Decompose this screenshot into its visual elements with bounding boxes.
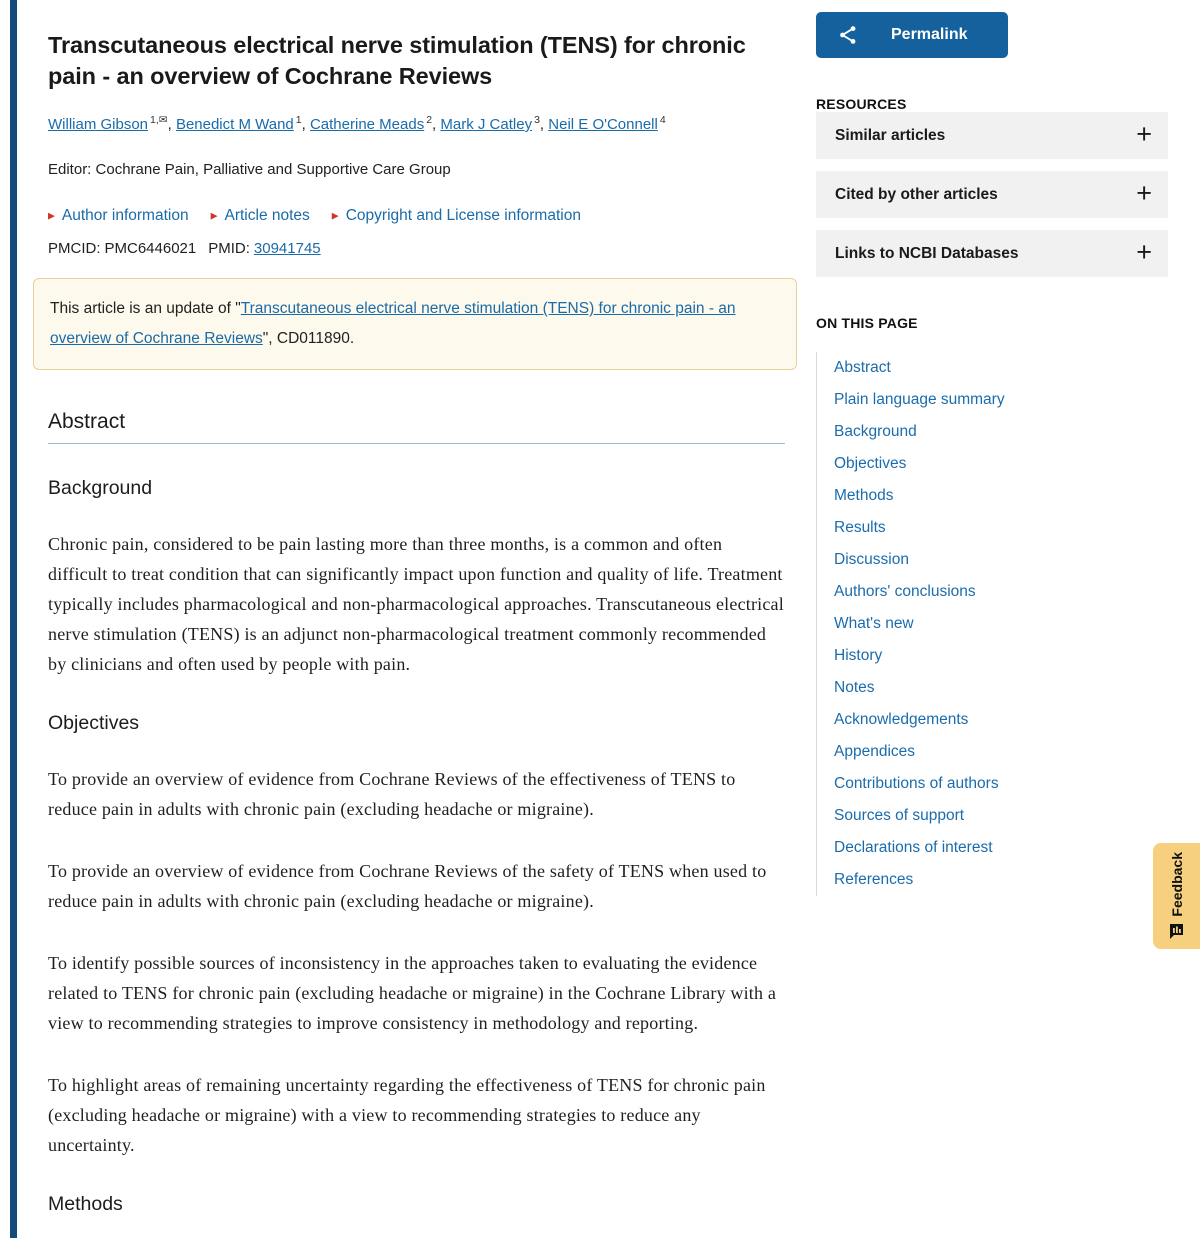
- toc-link-notes[interactable]: Notes: [834, 679, 875, 696]
- feedback-label: Feedback: [1168, 851, 1185, 917]
- page-accent-bar: [10, 0, 17, 1238]
- copyright-license-link[interactable]: [332, 207, 581, 225]
- toc-item: [817, 512, 1168, 544]
- plus-icon: +: [1136, 119, 1152, 149]
- author-separator: ,: [539, 116, 549, 133]
- article-notes-label: Article notes: [224, 207, 310, 224]
- author-affiliation-sup: 2: [426, 114, 433, 126]
- toc-item: [817, 704, 1168, 736]
- author-affiliation-sup: 4: [659, 114, 666, 126]
- toc-item: [817, 480, 1168, 512]
- author-separator: ,: [432, 116, 441, 133]
- toc-link-acknowledgements[interactable]: Acknowledgements: [834, 711, 969, 728]
- article-sidebar: [816, 0, 1168, 896]
- pmid-label: PMID:: [208, 240, 250, 257]
- author-affiliation-sup: 1: [295, 114, 302, 126]
- permalink-button[interactable]: [816, 12, 1008, 58]
- toc-link-background[interactable]: Background: [834, 423, 917, 440]
- accordion-cited-by[interactable]: [816, 171, 1168, 218]
- objectives-paragraph: To highlight areas of remaining uncertainty regarding the effectiveness of TENS for chronic pain (excluding headache or migraine) with a view to recommending strategies to reduce any uncertainty.: [48, 1075, 766, 1155]
- toc-link-sources-of-support[interactable]: Sources of support: [834, 807, 965, 824]
- feedback-comment-icon: [1168, 923, 1185, 940]
- author-list: [48, 114, 785, 133]
- pmcid-value: PMC6446021: [104, 240, 197, 257]
- author-information-label: Author information: [61, 207, 189, 224]
- author-separator: ,: [167, 116, 176, 133]
- toc-link-methods[interactable]: Methods: [834, 487, 894, 504]
- accordion-similar-articles[interactable]: [816, 112, 1168, 159]
- methods-heading: Methods: [48, 1193, 123, 1215]
- resources-heading: RESOURCES: [816, 96, 907, 112]
- toc-item: [817, 640, 1168, 672]
- plus-icon: +: [1136, 237, 1152, 267]
- article-title: Transcutaneous electrical nerve stimulation (TENS) for chronic pain - an overview of Cochrane Reviews: [48, 32, 746, 89]
- permalink-label: Permalink: [891, 26, 968, 43]
- toc-link-abstract[interactable]: Abstract: [834, 359, 891, 376]
- toc-item: [817, 864, 1168, 896]
- author-link-oconnell[interactable]: Neil E O'Connell: [548, 116, 658, 133]
- toc-link-whats-new[interactable]: What's new: [834, 615, 914, 632]
- on-this-page-heading: ON THIS PAGE: [816, 315, 918, 331]
- toc-item: [817, 416, 1168, 448]
- toc-item: [817, 544, 1168, 576]
- update-notice-suffix: ", CD011890.: [262, 330, 355, 347]
- toc-link-results[interactable]: Results: [834, 519, 886, 536]
- author-link-catley[interactable]: Mark J Catley: [440, 116, 533, 133]
- article-info-links: [48, 207, 785, 225]
- accordion-label: Similar articles: [835, 126, 946, 144]
- article-notes-link[interactable]: [211, 207, 310, 225]
- copyright-license-label: Copyright and License information: [345, 207, 581, 224]
- objectives-paragraph: To provide an overview of evidence from Cochrane Reviews of the effectiveness of TENS to reduce pain in adults with chronic pain (excluding headache or migraine).: [48, 769, 736, 819]
- toc-link-plain-language-summary[interactable]: Plain language summary: [834, 391, 1005, 408]
- red-arrow-icon: ▶: [331, 210, 339, 220]
- toc-item: [817, 384, 1168, 416]
- toc-item: [817, 768, 1168, 800]
- background-paragraph: Chronic pain, considered to be pain lasting more than three months, is a common and often difficult to treat condition that can significantly impact upon function and quality of life. Treatment typically includes pharmacological and non-pharmacological approaches. Transcutaneous electrical nerve stimulation (TENS) is an adjunct non-pharmacological treatment commonly recommended by clinicians and often used by people with pain.: [48, 534, 784, 674]
- author-information-link[interactable]: [48, 207, 189, 225]
- abstract-section-methods: [48, 1193, 785, 1216]
- author-link-wand[interactable]: Benedict M Wand: [175, 116, 294, 133]
- toc-link-contributions-of-authors[interactable]: Contributions of authors: [834, 775, 999, 792]
- toc-item: [817, 448, 1168, 480]
- accordion-label: Cited by other articles: [835, 185, 998, 203]
- pmid-link[interactable]: 30941745: [253, 240, 321, 257]
- share-icon: [837, 24, 859, 46]
- toc-link-authors-conclusions[interactable]: Authors' conclusions: [834, 583, 976, 600]
- toc-link-declarations-of-interest[interactable]: Declarations of interest: [834, 839, 993, 856]
- toc-link-appendices[interactable]: Appendices: [834, 743, 916, 760]
- author-link-gibson[interactable]: William Gibson: [48, 116, 149, 133]
- feedback-button[interactable]: [1153, 843, 1200, 949]
- pmcid-label: PMCID:: [48, 240, 101, 257]
- article-ids: [48, 240, 785, 257]
- toc-item: [817, 576, 1168, 608]
- accordion-ncbi-links[interactable]: [816, 230, 1168, 277]
- red-arrow-icon: ▶: [48, 210, 55, 220]
- objectives-paragraph: To identify possible sources of inconsistency in the approaches taken to evaluating the evidence related to TENS for chronic pain (excluding headache or migraine) in the Cochrane Library with a view to recommending strategies to improve consistency in methodology and reporting.: [48, 953, 777, 1033]
- toc-link-discussion[interactable]: Discussion: [834, 551, 909, 568]
- update-notice-box: [33, 278, 797, 370]
- toc-item: [817, 800, 1168, 832]
- toc-item: [817, 832, 1168, 864]
- toc-item: [817, 672, 1168, 704]
- accordion-label: Links to NCBI Databases: [835, 244, 1019, 262]
- author-affiliation-sup: 1,✉: [150, 114, 168, 126]
- abstract-section-objectives: [48, 712, 785, 1160]
- update-notice-article-link[interactable]: Transcutaneous electrical nerve stimulation (TENS) for chronic pain - an overview of Cochrane Reviews: [50, 300, 736, 347]
- plus-icon: +: [1136, 178, 1152, 208]
- objectives-heading: Objectives: [48, 712, 140, 734]
- update-notice-prefix: This article is an update of ": [50, 300, 241, 317]
- abstract-heading: Abstract: [48, 410, 126, 433]
- background-heading: Background: [48, 477, 153, 499]
- article-main: [48, 0, 785, 1216]
- toc-item: [817, 608, 1168, 640]
- on-this-page-nav: [816, 352, 1168, 896]
- author-link-meads[interactable]: Catherine Meads: [309, 116, 425, 133]
- author-affiliation-sup: 3: [534, 114, 540, 126]
- toc-link-references[interactable]: References: [834, 871, 914, 888]
- objectives-paragraph: To provide an overview of evidence from Cochrane Reviews of the safety of TENS when used to reduce pain in adults with chronic pain (excluding headache or migraine).: [48, 861, 767, 911]
- red-arrow-icon: ▶: [210, 210, 218, 220]
- author-separator: ,: [301, 116, 310, 133]
- abstract-section-background: [48, 477, 785, 679]
- editor-line: Editor: Cochrane Pain, Palliative and Supportive Care Group: [48, 161, 451, 178]
- abstract-divider: [48, 443, 785, 444]
- toc-link-history[interactable]: History: [834, 647, 883, 664]
- toc-item: [817, 736, 1168, 768]
- toc-link-objectives[interactable]: Objectives: [834, 455, 907, 472]
- toc-item: [817, 352, 1168, 384]
